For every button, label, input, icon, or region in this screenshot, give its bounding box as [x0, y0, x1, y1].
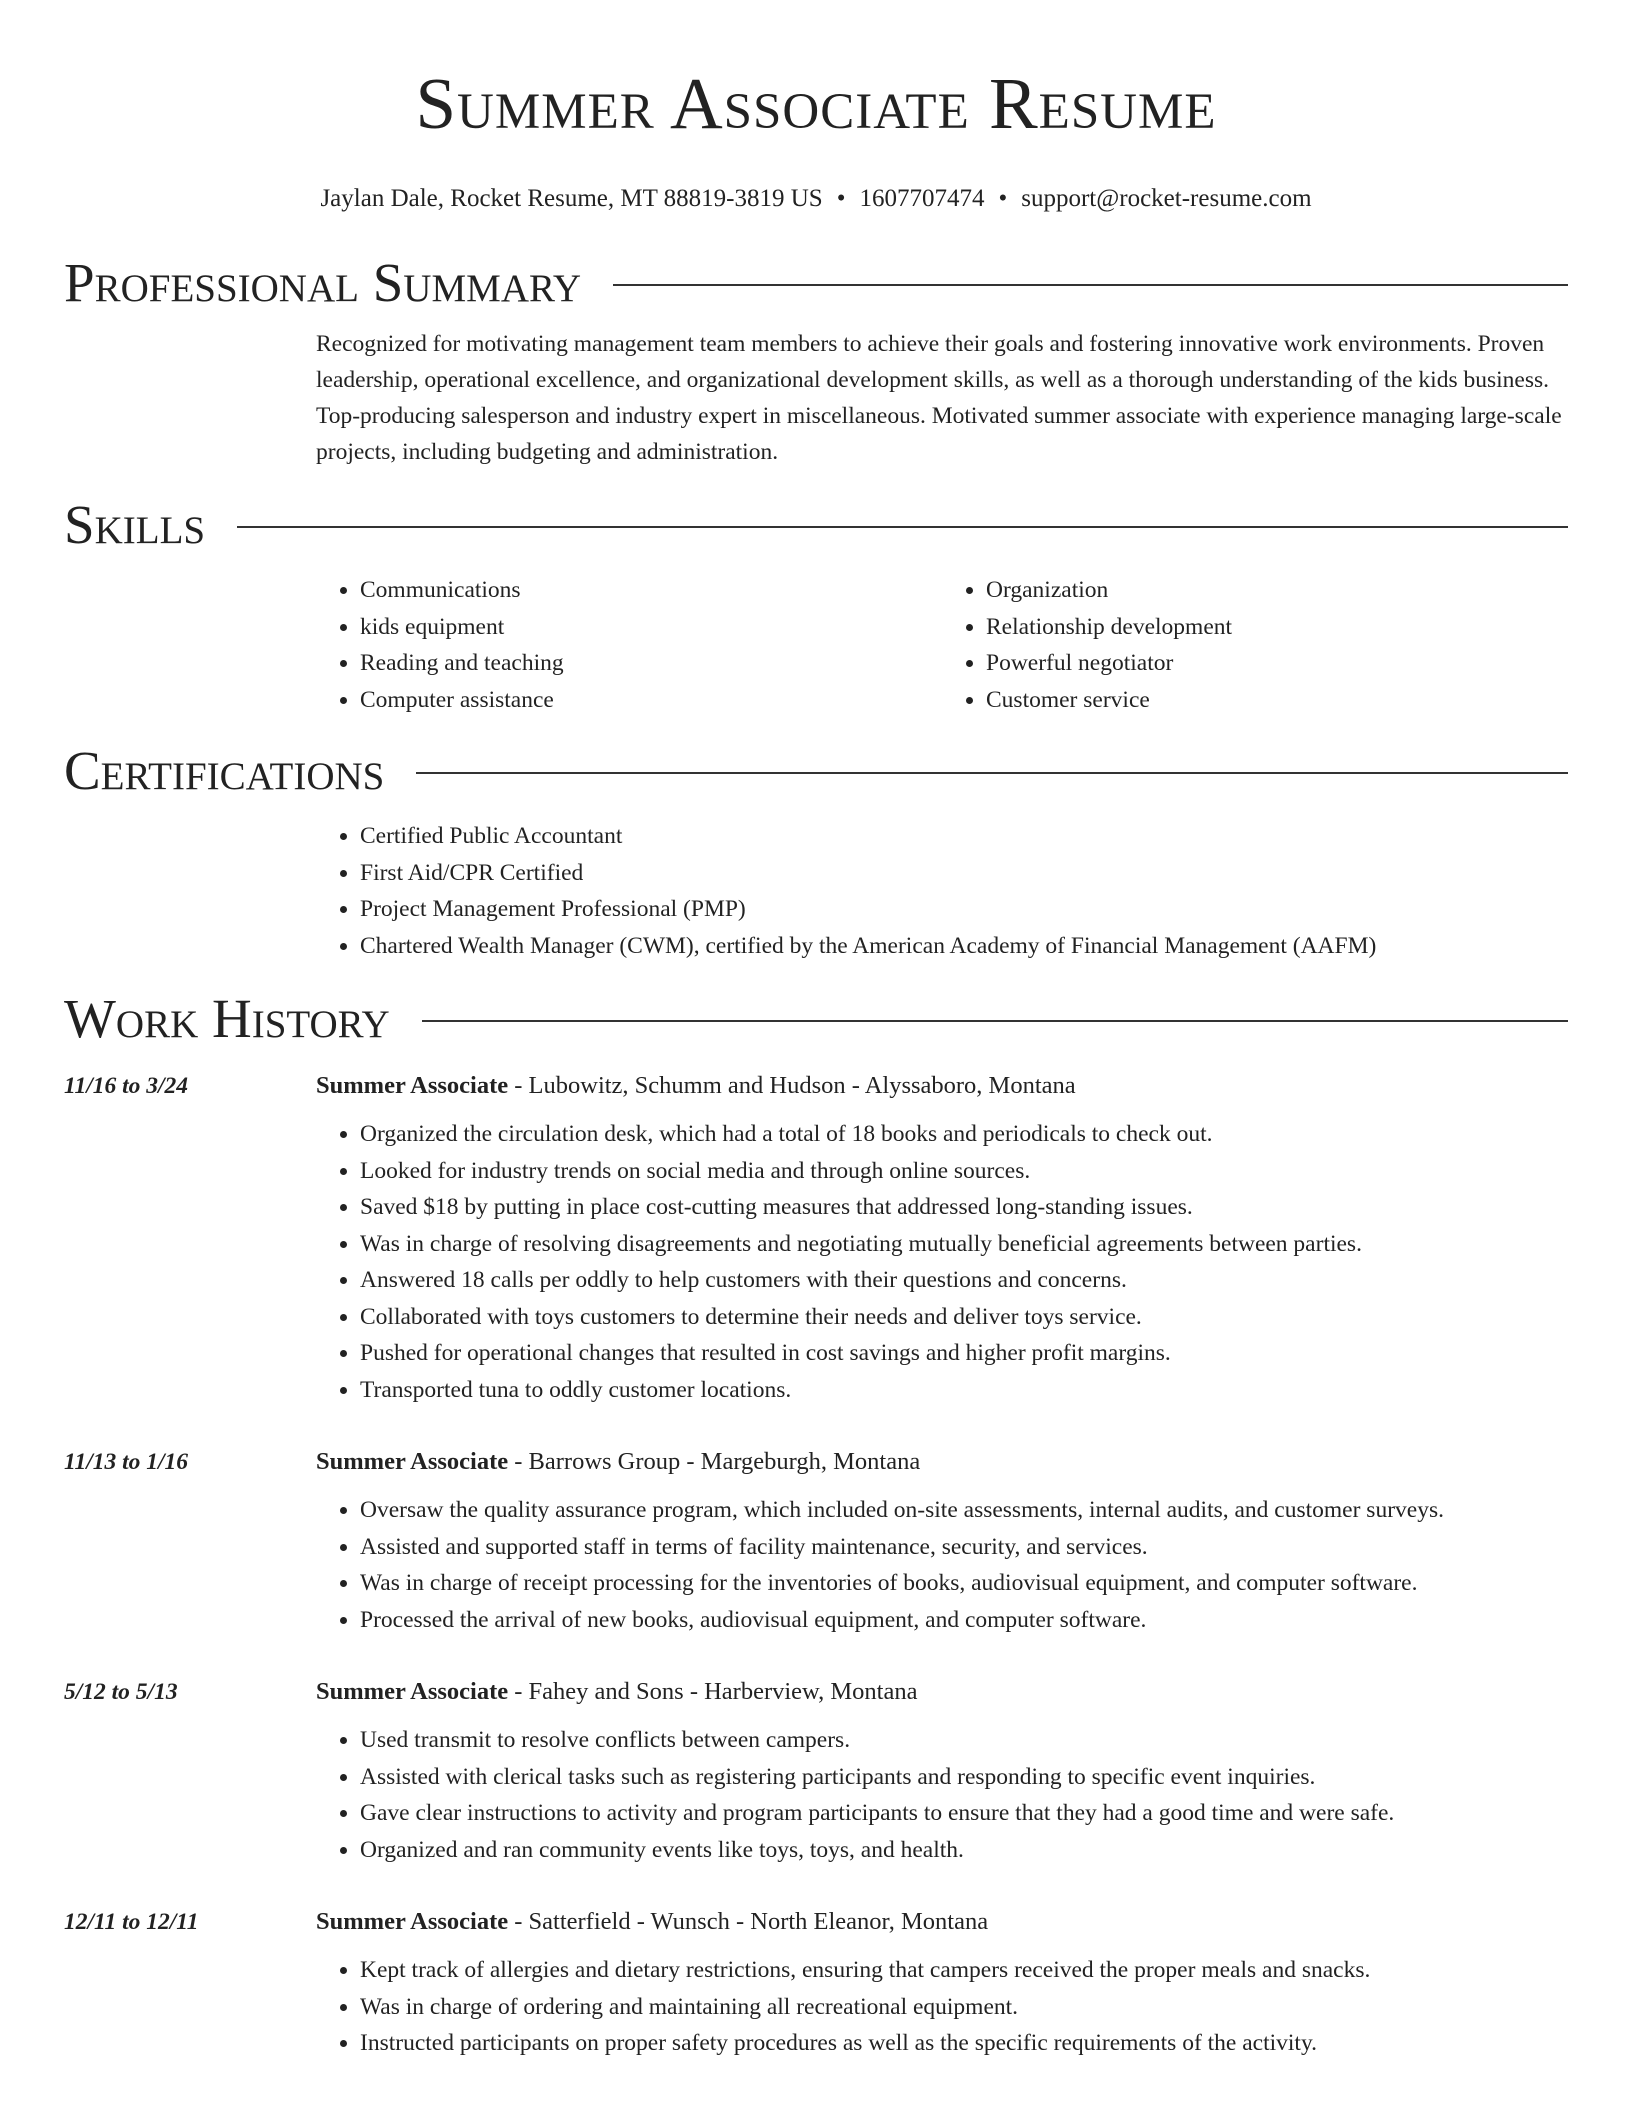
job-dates: 12/11 to 12/11: [64, 1909, 199, 1935]
skill-item: • Powerful negotiator: [986, 645, 1568, 682]
skill-item: • Communications: [360, 572, 942, 609]
job-bullet: • Oversaw the quality assurance program, which included on-site assessments, internal audits, and customer surveys.: [360, 1492, 1568, 1529]
job-title: Summer Associate: [316, 1678, 509, 1705]
job-title: Summer Associate: [316, 1072, 509, 1099]
job-bullet: • Instructed participants on proper safety procedures as well as the specific requirements of the activity.: [360, 2025, 1568, 2062]
job-bullet: • Organized and ran community events like toys, toys, and health.: [360, 1832, 1568, 1869]
job-bullets: [316, 1492, 1568, 1638]
contact-line: [64, 184, 1568, 214]
job-entry: [64, 1066, 1568, 1408]
skills-column-right: [942, 572, 1568, 718]
job-bullet: • Pushed for operational changes that resulted in cost savings and higher profit margins.: [360, 1335, 1568, 1372]
certifications-list: [316, 818, 1568, 964]
job-bullet: • Assisted and supported staff in terms of facility maintenance, security, and services.: [360, 1529, 1568, 1566]
section-heading-certifications: Certifications: [64, 740, 385, 801]
skill-item: • Computer assistance: [360, 682, 942, 719]
skills-list: [316, 572, 1568, 718]
section-divider: [416, 772, 1568, 774]
skills-section: [64, 490, 1568, 718]
skill-item: • Customer service: [986, 682, 1568, 719]
certification-item: • Project Management Professional (PMP): [360, 891, 1568, 928]
job-bullet: • Used transmit to resolve conflicts between campers.: [360, 1722, 1568, 1759]
job-entry: [64, 1442, 1568, 1638]
job-bullet: • Saved $18 by putting in place cost-cutting measures that addressed long-standing issues.: [360, 1189, 1568, 1226]
job-bullets: [316, 1952, 1568, 2062]
job-bullet: • Was in charge of resolving disagreements and negotiating mutually beneficial agreements between parties.: [360, 1226, 1568, 1263]
job-dates: 11/16 to 3/24: [64, 1073, 189, 1099]
job-bullet: • Was in charge of ordering and maintaining all recreational equipment.: [360, 1989, 1568, 2026]
certification-item: • Certified Public Accountant: [360, 818, 1568, 855]
job-bullet: • Kept track of allergies and dietary restrictions, ensuring that campers received the proper meals and snacks.: [360, 1952, 1568, 1989]
job-bullet: • Was in charge of receipt processing for the inventories of books, audiovisual equipment, and computer software.: [360, 1565, 1568, 1602]
contact-address: Jaylan Dale, Rocket Resume, MT 88819-3819 US: [320, 185, 823, 212]
job-bullets: [316, 1116, 1568, 1408]
section-header: [64, 984, 1568, 1054]
job-dates: 5/12 to 5/13: [64, 1679, 178, 1705]
section-header: [64, 736, 1568, 806]
work-history-section: [64, 984, 1568, 2062]
job-dates: 11/13 to 1/16: [64, 1449, 189, 1475]
job-heading: [316, 1442, 1568, 1482]
section-divider: [613, 284, 1568, 286]
contact-separator: •: [998, 185, 1008, 212]
job-employer: - Fahey and Sons - Harberview, Montana: [508, 1678, 918, 1705]
skills-column-left: [316, 572, 942, 718]
job-bullet: • Processed the arrival of new books, audiovisual equipment, and computer software.: [360, 1602, 1568, 1639]
job-bullet: • Gave clear instructions to activity and program participants to ensure that they had a good time and were safe.: [360, 1795, 1568, 1832]
skill-item: • Relationship development: [986, 609, 1568, 646]
certification-item: • First Aid/CPR Certified: [360, 855, 1568, 892]
section-divider: [237, 526, 1568, 528]
section-header: [64, 490, 1568, 560]
page-title: Summer Associate Resume: [415, 63, 1217, 144]
job-bullet: • Looked for industry trends on social media and through online sources.: [360, 1153, 1568, 1190]
job-bullet: • Answered 18 calls per oddly to help customers with their questions and concerns.: [360, 1262, 1568, 1299]
job-heading: [316, 1902, 1568, 1942]
job-bullet: • Assisted with clerical tasks such as registering participants and responding to specific event inquiries.: [360, 1759, 1568, 1796]
job-entry: [64, 1902, 1568, 2062]
certification-item: • Chartered Wealth Manager (CWM), certified by the American Academy of Financial Management (AAFM): [360, 928, 1568, 965]
section-heading-summary: Professional Summary: [64, 252, 582, 313]
job-entry: [64, 1672, 1568, 1868]
job-employer: - Lubowitz, Schumm and Hudson - Alyssaboro, Montana: [508, 1072, 1076, 1099]
job-bullet: • Collaborated with toys customers to determine their needs and deliver toys service.: [360, 1299, 1568, 1336]
job-bullets: [316, 1722, 1568, 1868]
job-employer: - Barrows Group - Margeburgh, Montana: [508, 1448, 921, 1475]
job-bullet: • Organized the circulation desk, which had a total of 18 books and periodicals to check out.: [360, 1116, 1568, 1153]
skill-item: • Reading and teaching: [360, 645, 942, 682]
section-header: [64, 248, 1568, 318]
section-divider: [422, 1020, 1568, 1022]
job-heading: [316, 1672, 1568, 1712]
job-title: Summer Associate: [316, 1448, 509, 1475]
contact-separator: •: [836, 185, 846, 212]
skill-item: • Organization: [986, 572, 1568, 609]
section-heading-skills: Skills: [64, 494, 206, 555]
job-employer: - Satterfield - Wunsch - North Eleanor, Montana: [508, 1908, 989, 1935]
job-title: Summer Associate: [316, 1908, 509, 1935]
contact-phone: 1607707474: [859, 185, 985, 212]
skill-item: • kids equipment: [360, 609, 942, 646]
certifications-section: [64, 736, 1568, 964]
contact-email: support@rocket-resume.com: [1021, 185, 1312, 212]
section-heading-work-history: Work History: [64, 988, 390, 1049]
summary-section: [64, 248, 1568, 470]
job-heading: [316, 1066, 1568, 1106]
summary-text: Recognized for motivating management team members to achieve their goals and fostering innovative work environments. Proven leadership, operational excellence, and organizational development skills, as well as a thorough understanding of the kids business. Top-producing salesperson and industry expert in miscellaneous. Motivated summer associate with experience managing large-scale projects, including budgeting and administration.: [316, 331, 1562, 465]
job-bullet: • Transported tuna to oddly customer locations.: [360, 1372, 1568, 1409]
